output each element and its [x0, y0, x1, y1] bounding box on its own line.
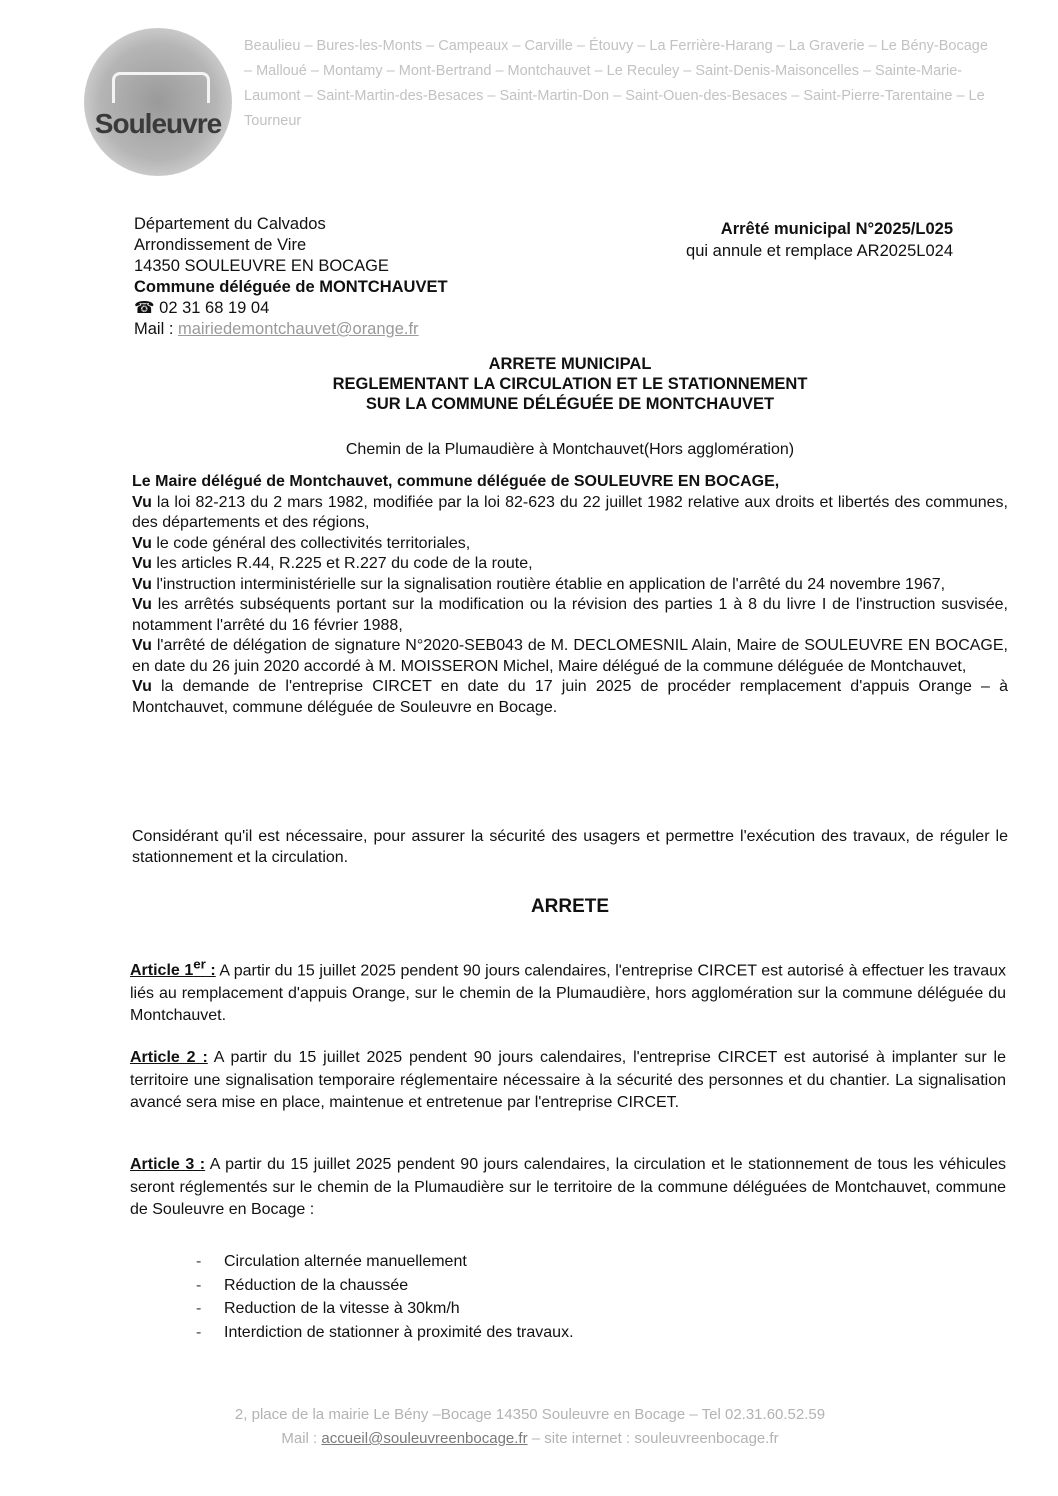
arrete-number: Arrêté municipal N°2025/L025 [720, 220, 953, 238]
mayor-line: Le Maire délégué de Montchauvet, commune déléguée de SOULEUVRE EN BOCAGE, [132, 473, 780, 490]
arrete-heading: ARRETE [530, 896, 610, 917]
commune-deleguee: Commune déléguée de MONTCHAUVET [134, 278, 448, 296]
phone-number: 02 31 68 19 04 [159, 299, 270, 317]
commune-logo [84, 28, 232, 176]
departement: Département du Calvados [134, 215, 326, 233]
sender-block [134, 214, 448, 340]
article-label: Article 3 : [130, 1156, 206, 1173]
article-2 [130, 1047, 1006, 1115]
title-line-3: SUR LA COMMUNE DÉLÉGUÉE DE MONTCHAUVET [365, 395, 775, 413]
mail-link[interactable]: mairiedemontchauvet@orange.fr [178, 320, 419, 338]
vu-item: Vu le code général des collectivités territoriales, [132, 534, 471, 552]
list-item: - Interdiction de stationner à proximité des travaux. [196, 1323, 574, 1341]
footer-mail-link[interactable]: accueil@souleuvreenbocage.fr [321, 1430, 528, 1447]
list-item: - Réduction de la chaussée [196, 1276, 409, 1294]
vu-item: Vu la loi 82-213 du 2 mars 1982, modifiée par la loi 82-623 du 22 juillet 1982 relative aux droits et libertés des communes, des départements et des régions, [132, 493, 1009, 531]
article-text: A partir du 15 juillet 2025 pendent 90 jours calendaires, l'entreprise CIRCET est autorisé à effectuer les travaux liés au remplacement d'appuis Orange, sur le chemin de la Plumaudière, hors agglomération sur la commune déléguée du Montchauvet. [130, 962, 1007, 1025]
logo-text: Souleuvre [94, 108, 222, 139]
title-line-2: REGLEMENTANT LA CIRCULATION ET LE STATIONNEMENT [332, 375, 808, 393]
reference-block [640, 218, 953, 262]
vu-item: Vu l'arrêté de délégation de signature N°2020-SEB043 de M. DECLOMESNIL Alain, Maire de SOULEUVRE EN BOCAGE, en date du 26 juin 2020 accordé à M. MOISSERON Michel, Maire délégué de la commune déléguée de Montchauvet, [132, 637, 1008, 675]
phone-icon: ☎ [134, 299, 155, 317]
subject-line: Chemin de la Plumaudière à Montchauvet(Hors agglomération) [345, 441, 795, 458]
document-title [134, 354, 1006, 414]
vu-item: Vu les articles R.44, R.225 et R.227 du code de la route, [132, 555, 533, 572]
considering-paragraph: Considérant qu'il est nécessaire, pour assurer la sécurité des usagers et permettre l'exécution des travaux, de réguler le stationnement et la circulation. [132, 828, 1008, 866]
title-line-1: ARRETE MUNICIPAL [488, 355, 652, 373]
mail-line [134, 319, 448, 340]
article-label: Article 2 : [130, 1049, 208, 1066]
vu-item: Vu l'instruction interministérielle sur la signalisation routière établie en application de l'arrêté du 24 novembre 1967, [132, 575, 946, 593]
arrondissement: Arrondissement de Vire [134, 236, 307, 254]
mail-label: Mail : [134, 320, 179, 338]
logo-emblem [112, 72, 210, 103]
article-text: A partir du 15 juillet 2025 pendent 90 jours calendaires, l'entreprise CIRCET est autorisé à implanter sur le territoire une signalisation temporaire réglementaire nécessaire à la sécurité des personnes et du chantier. La signalisation avancé sera mise en place, maintenue et entretenue par l'entreprise CIRCET. [130, 1049, 1006, 1111]
address: 14350 SOULEUVRE EN BOCAGE [134, 257, 389, 275]
communes-list: Beaulieu – Bures-les-Monts – Campeaux – Carville – Étouvy – La Ferrière-Harang – La Graverie – Le Bény-Bocage – Malloué – Montamy – Mont-Bertrand – Montchauvet – Le Reculey – Saint-Denis-Maisoncelles – Sainte-Marie-Laumont – Saint-Martin-des-Besaces – Saint-Martin-Don – Saint-Ouen-des-Besaces – Saint-Pierre-Tarentaine – Le Tourneur [244, 38, 988, 129]
article-label: Article 1er : [130, 957, 216, 980]
vu-item: Vu les arrêtés subséquents portant sur la modification ou la révision des parties 1 à 8 du livre I de l'instruction susvisée, notamment l'arrêté du 16 février 1988, [132, 596, 1008, 634]
footer-address: 2, place de la mairie Le Bény –Bocage 14350 Souleuvre en Bocage – Tel 02.31.60.52.59 [234, 1406, 826, 1423]
preamble [132, 472, 1008, 718]
list-item: - Circulation alternée manuellement [196, 1253, 467, 1270]
measures-list [196, 1250, 574, 1344]
article-3 [130, 1154, 1006, 1222]
arrete-note: qui annule et remplace AR2025L024 [686, 242, 953, 260]
footer-contact: Mail : accueil@souleuvreenbocage.fr – site internet : souleuvreenbocage.fr [281, 1430, 779, 1447]
list-item: - Reduction de la vitesse à 30km/h [196, 1300, 460, 1317]
phone-line [134, 298, 448, 319]
article-text: A partir du 15 juillet 2025 pendent 90 jours calendaires, la circulation et le stationnement de tous les véhicules seront réglementés sur le chemin de la Plumaudière sur le territoire de la commune déléguées de Montchauvet, commune de Souleuvre en Bocage : [130, 1156, 1006, 1218]
article-1 [130, 954, 1006, 1028]
vu-item: Vu la demande de l'entreprise CIRCET en date du 17 juin 2025 de procéder remplacement d'appuis Orange – à Montchauvet, commune déléguée de Souleuvre en Bocage. [132, 678, 1008, 716]
